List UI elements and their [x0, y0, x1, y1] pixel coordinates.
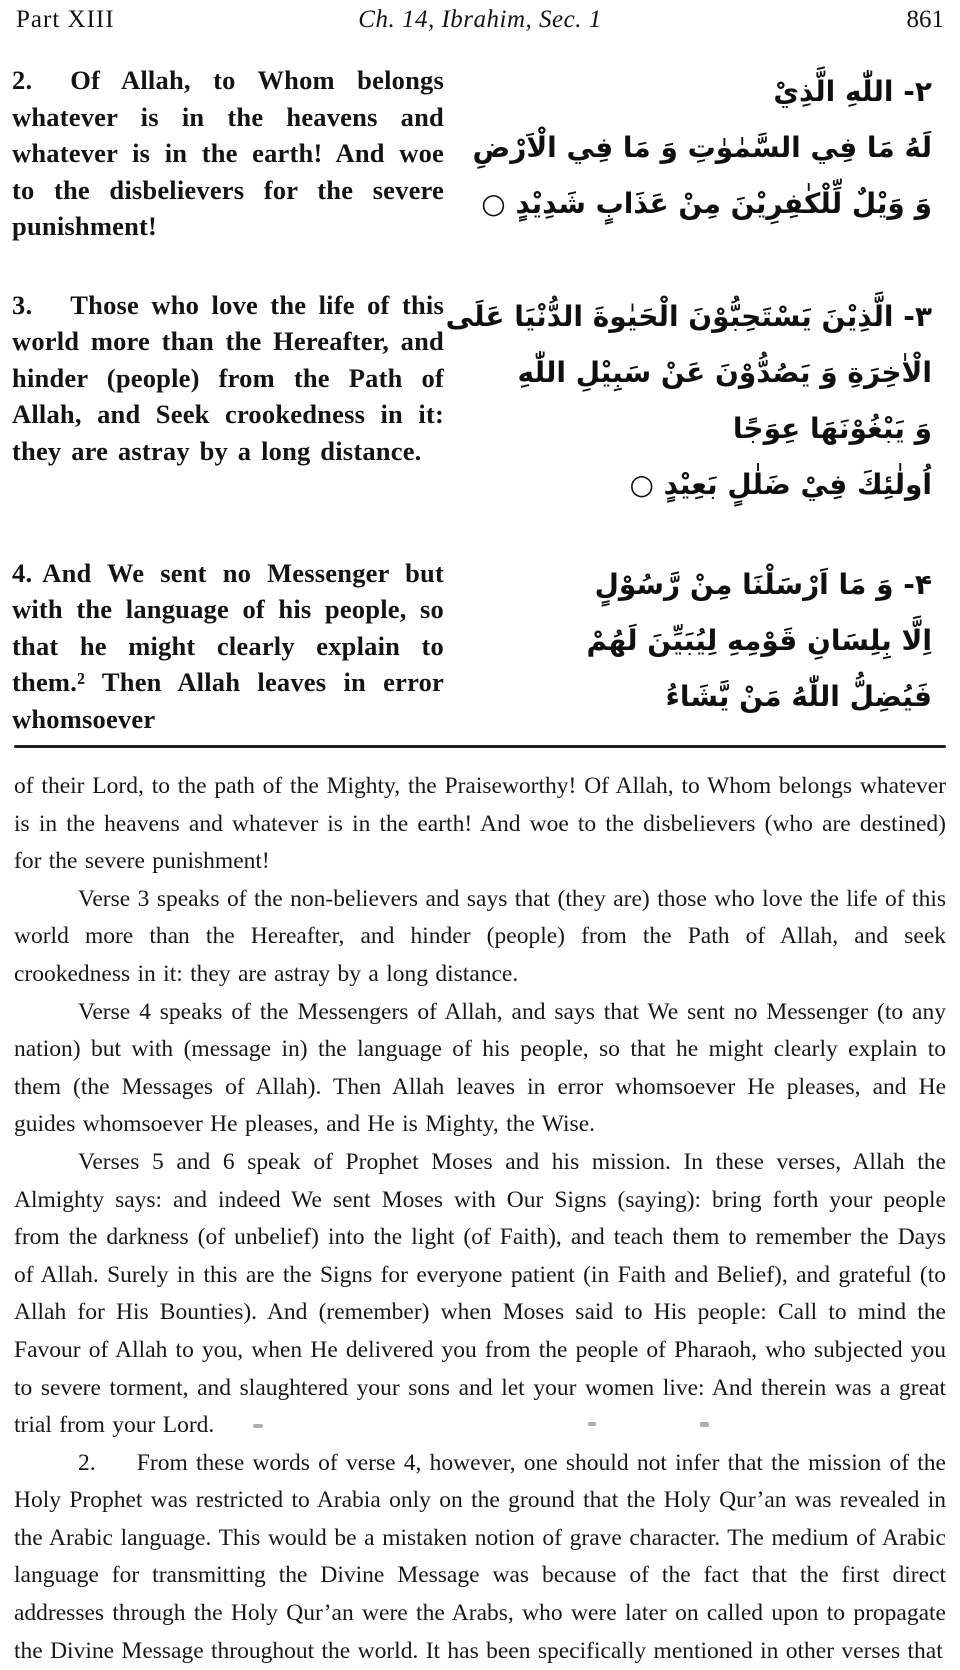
scan-artifact [588, 1422, 596, 1426]
verse-2-english [12, 62, 444, 245]
arabic-line: اِلَّا بِلِسَانِ قَوْمِهِ لِيُبَيِّنَ لَهُمْ [586, 623, 932, 657]
page-number: 861 [906, 6, 944, 33]
scan-artifact [253, 1424, 263, 1428]
verse-block-3 [12, 287, 948, 513]
arabic-line: فَيُضِلُّ اللّٰهُ مَنْ يَّشَاءُ [665, 679, 932, 713]
verse-4-english [12, 555, 444, 738]
arabic-line: ۴- وَ مَا اَرْسَلْنَا مِنْ رَّسُوْلٍ [594, 567, 932, 601]
commentary-paragraph: of their Lord, to the path of the Mighty, the Praiseworthy! Of Allah, to Whom belongs whatever is in the heavens and whatever is in the earth! And woe to the disbelievers (who are destined) for the severe punishment! [14, 773, 946, 875]
arabic-line: وَ وَيْلٌ لِّلْكٰفِرِيْنَ مِنْ عَذَابٍ شَدِيْدٍ ○ [481, 187, 932, 220]
arabic-line: ۳- الَّذِيْنَ يَسْتَحِبُّوْنَ الْحَيٰوةَ الدُّنْيَا عَلَى [445, 299, 932, 333]
translation-section [12, 62, 948, 737]
verse-4-text: And We sent no Messenger but with the language of his people, so that he might clearly explain to them.² Then Allah leaves in error whomsoever [12, 557, 444, 734]
part-label: Part XIII [16, 6, 115, 33]
verse-4-arabic [444, 555, 948, 725]
arabic-line: اُولٰئِكَ فِيْ ضَلٰلٍ بَعِيْدٍ ○ [629, 467, 932, 501]
commentary-paragraph: Verses 5 and 6 speak of Prophet Moses and his mission. In these verses, Allah the Almighty says: and indeed We sent Moses with Our Signs (saying): bring forth your people from the darkness (of unbelief) into the light (of Faith), and teach them to remember the Days of Allah. Surely in this are the Signs for everyone patient (in Faith and Belief), and grateful (to Allah for His Bounties). And (remember) when Moses said to His people: Call to mind the Favour of Allah to you, when He delivered you from the people of Pharaoh, who subjected you to severe torment, and slaughtered your sons and let your women live: And therein was a great trial from your Lord. [14, 1148, 946, 1439]
verse-3-english [12, 287, 444, 470]
page-header [12, 6, 948, 34]
section-divider [14, 745, 946, 748]
verse-block-4 [12, 555, 948, 738]
commentary-section [12, 768, 948, 1670]
scan-artifact [700, 1422, 709, 1427]
verse-3-text: Those who love the life of this world more than the Hereafter, and hinder (people) from the Path of Allah, and Seek crookedness in it: they are astray by a long distance. [12, 289, 444, 466]
commentary-paragraph: Verse 3 speaks of the non-believers and says that (they are) those who love the life of this world more than the Hereafter, and hinder (people) from the Path of Allah, and seek crookedness in it: they are astray by a long distance. [14, 885, 946, 987]
arabic-line: ۲- اللّٰهِ الَّذِيْ [773, 75, 932, 108]
arabic-line: وَ يَبْغُوْنَهَا عِوَجًا [732, 411, 932, 445]
verse-2-text: Of Allah, to Whom belongs whatever is in the heavens and whatever is in the earth! And woe to the disbelievers for the severe punishment! [12, 65, 444, 241]
verse-2-arabic [444, 62, 948, 232]
commentary-paragraph: Verse 4 speaks of the Messengers of Allah, and says that We sent no Messenger (to any nation) but with (message in) the language of his people, so that he might clearly explain to them (the Messages of Allah). Then Allah leaves in error whomsoever He pleases, and He guides whomsoever He pleases, and He is Mighty, the Wise. [14, 998, 946, 1138]
verse-2-number: 2. [12, 65, 33, 95]
chapter-title: Ch. 14, Ibrahim, Sec. 1 [358, 6, 602, 33]
commentary-footnote: 2. From these words of verse 4, however, one should not infer that the mission of the Holy Prophet was restricted to Arabia only on the ground that the Holy Qur’an was revealed in the Arabic language. This would be a mistaken notion of grave character. The medium of Arabic language for transmitting the Divine Message was because of the fact that the first direct addresses through the Holy Qur’an were the Arabs, who were later on called upon to propagate the Divine Message throughout the world. It has been specifically mentioned in other verses that [14, 1449, 946, 1664]
verse-block-2 [12, 62, 948, 245]
verse-4-number: 4. [12, 557, 33, 588]
arabic-line: لَهُ مَا فِي السَّمٰوٰتِ وَ مَا فِي الْاَرْضِ [472, 131, 932, 164]
verse-3-arabic [444, 287, 948, 513]
arabic-line: الْاٰخِرَةِ وَ يَصُدُّوْنَ عَنْ سَبِيْلِ اللّٰهِ [517, 355, 932, 389]
verse-3-number: 3. [12, 289, 33, 320]
